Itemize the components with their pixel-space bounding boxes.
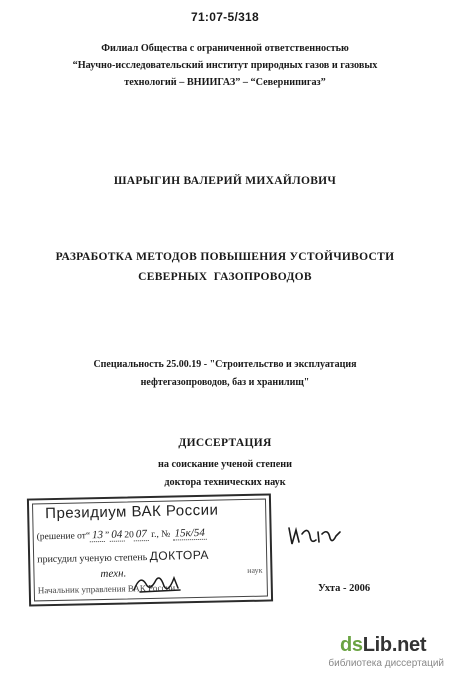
logo-dot-text: .	[391, 634, 398, 656]
stamp-degree: ДОКТОРА	[149, 547, 210, 564]
city-year: Ухта - 2006	[318, 583, 371, 594]
specialty-line: нефтегазопроводов, баз и хранилищ"	[140, 377, 310, 388]
degree-purpose	[0, 456, 450, 492]
author-name: ШАРЫГИН ВАЛЕРИЙ МИХАЙЛОВИЧ	[113, 175, 337, 187]
logo-lib-text: Lib	[362, 634, 392, 656]
dissertation-label: ДИССЕРТАЦИЯ	[178, 437, 272, 449]
stamp-decision-line: (решение от“ 13 ” 04 20 07 г., № 15к/54	[37, 527, 207, 543]
stamp-field-suffix: наук	[247, 565, 263, 575]
stamp-footer: Начальник управления ВАК России	[37, 582, 176, 596]
title-line: СЕВЕРНЫХ ГАЗОПРОВОДОВ	[138, 271, 312, 283]
stamp-decision-number: 15к/54	[172, 527, 206, 541]
logo-ds-text: ds	[340, 634, 363, 656]
document-code: 71:07-5/318	[190, 10, 260, 24]
affiliation-line: Филиал Общества с ограниченной ответственностью	[101, 43, 349, 54]
logo-subtitle: библиотека диссертаций	[328, 658, 444, 669]
purpose-line: доктора технических наук	[164, 477, 286, 488]
affiliation-line: технологий – ВНИИГАЗ” – “Севернипигаз”	[124, 77, 326, 88]
stamp-decision-month: 04	[109, 529, 124, 542]
signature-scribble	[286, 522, 346, 548]
affiliation-line: “Научно-исследовательский институт природных газов и газовых	[72, 60, 378, 71]
specialty-line: Специальность 25.00.19 - "Строительство и эксплуатация	[93, 359, 357, 370]
purpose-line: на соискание ученой степени	[157, 459, 293, 470]
stamp-header: Президиум ВАК России	[45, 501, 219, 523]
stamp-award-text: присудил ученую степень	[37, 552, 148, 566]
specialty-block	[0, 356, 450, 392]
affiliation-block	[0, 40, 450, 91]
thesis-title	[0, 247, 450, 287]
logo-net-text: net	[397, 634, 427, 656]
stamp-decision-year: 07	[134, 528, 149, 541]
dslib-logo	[340, 634, 426, 657]
stamp-signature	[130, 570, 188, 596]
stamp-number-label: г., №	[151, 529, 171, 540]
stamp-decision-day: 13	[90, 529, 105, 542]
stamp-field: техн.	[100, 567, 127, 581]
title-line: РАЗРАБОТКА МЕТОДОВ ПОВЫШЕНИЯ УСТОЙЧИВОСТИ	[55, 251, 395, 263]
stamp-decision-prefix: (решение от“	[36, 531, 91, 543]
